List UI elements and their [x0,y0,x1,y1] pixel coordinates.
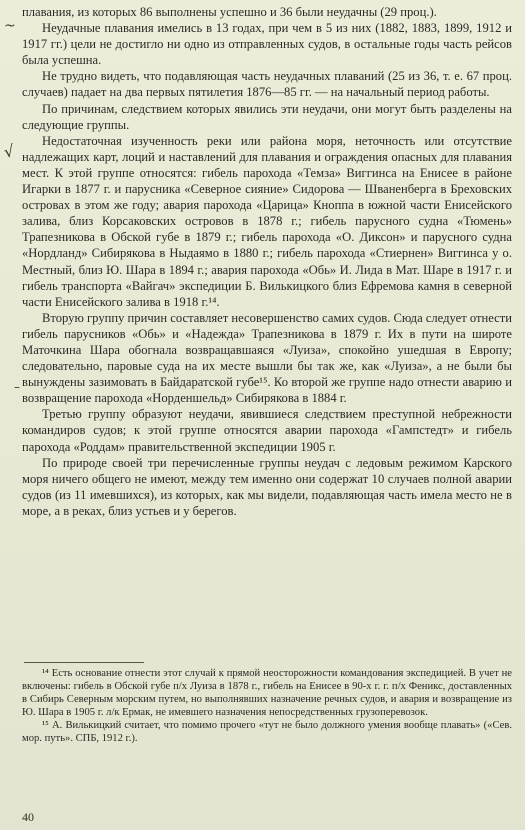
paragraph: По причинам, следствием которых явились эти неудачи, они могут быть разделены на следующие группы. [22,101,512,132]
paragraph: Неудачные плавания имелись в 13 годах, при чем в 5 из них (1882, 1883, 1899, 1912 и 1917 гг.) цели не достигло ни одно из отправленных судов, в остальные годы часть рейсов была успешна. [22,21,512,68]
pencil-check-icon: √ [2,141,16,162]
main-text [22,4,512,519]
paragraph: Третью группу образуют неудачи, явившиеся следствием преступной небрежности командиров судов; к этой группе относятся аварии парохода «Гампстедт» и гибель парохода «Роддам» правительственной экспедиции 1905 г. [22,407,512,454]
footnote-divider [24,662,144,663]
paragraph: Вторую группу причин составляет несовершенство самих судов. Сюда следует отнести гибель парусников «Обь» и «Надежда» Трапезникова в 1879 г. Их в пути на широте Маточкина Шара обогнала возвращавшаяся «Луиза», спокойно ушедшая в Европу; следовательно, паровые суда на их месте вышли бы так же, как «Луиза», а не были бы вынуждены зазимовать в Байдаратской губе¹⁵. Ко второй же группе надо отнести аварию и возвращение парохода «Норденшельд» Сибирякова в 1884 г. [22,310,512,406]
pencil-mark-icon: ~ [4,18,16,34]
paragraph: Не трудно видеть, что подавляющая часть неудачных плаваний (25 из 36, т. е. 67 проц. случаев) падает на два первых пятилетия 1876—85 гг. — на начальный период работы. [22,69,512,100]
paragraph: Недостаточная изученность реки или района моря, неточность или отсутствие надлежащих карт, лоций и наставлений для плавания и ограждения опасных для плавания мест. К этой группе относятся: гибель парохода «Темза» Виггинса на Енисее в районе Игарки в 1877 г. и парусника «Северное сияние» Сидорова — Шваненберга в Бреховских островах в этом же году; авария парохода «Царица» Кноппа в южной части Енисейского залива, близ Корсаковских островов в 1878 г.; гибель парусного судна «Тюмень» Трапезникова в Обской губе в 1879 г.; гибель парохода «О. Диксон» и парусного судна «Нордланд» Сибирякова в Ныдаямо в 1880 г.; гибель парохода «Стиернен» Виггинса у о. Местный, близ Ю. Шара в 1894 г.; авария парохода «Обь» И. Лида в Мат. Шаре в 1917 г. и гибель транспорта «Вайгач» экспедиции Б. Вилькицкого близ Ефремова камня в северной части Енисейского залива в 1918 г.¹⁴. [22,133,512,309]
pencil-dash-icon: – [14,380,20,394]
footnote: ¹⁵ А. Вилькицкий считает, что помимо прочего «тут не было должного умения вообще плавать» («Сев. мор. путь». СПБ, 1912 г.). [22,719,512,744]
page-number: 40 [22,810,34,824]
footnotes [22,668,512,745]
paragraph: По природе своей три перечисленные группы неудач с ледовым режимом Карского моря ничего общего не имеют, между тем именно они содержат 10 случаев полной аварии судов (из 11 имевшихся), из которых, как мы видели, подавляющая часть имела место не в море, а в реках, близ устьев и у берегов. [22,455,512,518]
footnote: ¹⁴ Есть основание отнести этот случай к прямой неосторожности командования экспедицией. В учет не включены: гибель в Обской губе п/х Луиза в 1878 г., гибель на Енисее в 90-х г. г. п/х Феникс, доставленных в Сибирь Северным морским путем, но выполнявших назначение речных судов, и авария и возвращение из Ю. Шара в 1905 г. л/к Ермак, не имевшего назначения непосредственных грузоперевозок. [22,668,512,718]
paragraph: плавания, из которых 86 выполнены успешно и 36 были неудачны (29 проц.). [22,5,437,19]
